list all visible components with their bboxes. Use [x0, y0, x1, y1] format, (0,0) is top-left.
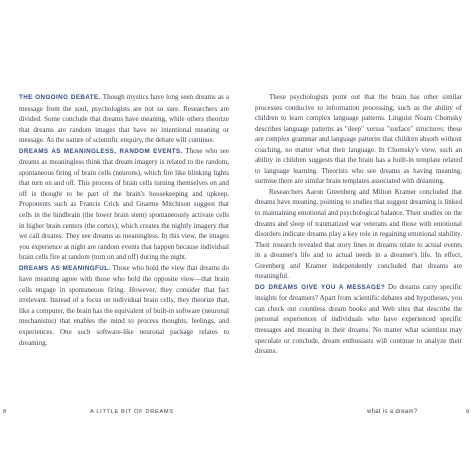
paragraph-body: Those who see dreams as meaningless think that dream imagery is related to the random, spontaneous firing of brain cells (neurons), which fire like blinking lights that turn on and off. This process of brain cells turning themselves on and off is thought to be part of the brain's housekeeping and upkeep. Proponents such as Francis Crick and Graeme Mitchison suggest that cells in the hindbrain (the lower brain stem) spontaneously activate cells in higher brain centers (the cortex), which creates the nightly imagery that we call dreams. They see dreams as meaningless. In this view, the images you experience at night are random events that happen because individual brain cells fire at random (turn on and off) during the night.	[19, 146, 230, 262]
paragraph-ongoing-debate	[19, 92, 229, 146]
paragraph-body: These psychologists point out that the brain has other similar processes conducive to information processing, such as the ability of children to learn complex language patterns. Linguist Noam Chomsky describes language patterns as "deep" versus "surface" structures; these are complex grammar and language patterns that children absorb without coaching, no matter what their language. In Chomsky's view, such an ability in children suggests that the brain has a built-in template related to language learning. Theorists who see dreams as having meaning, surmise there are similar brain templates associated with dreaming.	[255, 93, 462, 186]
paragraph-body: Those who hold the view that dreams do have meaning agree with those who hold the opposite view—that brain cells engage in spontaneous firing. However, they consider that fact irrelevant. Instead of a focus on individual brain cells, they theorize that, like a computer, the brain has the equivalent of built-in software (neuronal mechanisms) that enables the mind to process thoughts, feelings, and experiences. One such software-like neuronal package relates to dreaming.	[19, 263, 229, 347]
section-heading: THE ONGOING DEBATE.	[19, 94, 101, 101]
page-number: 8	[3, 409, 7, 415]
section-heading: DREAMS AS MEANINGFUL.	[19, 264, 111, 272]
running-head: what is a dream?	[367, 409, 418, 415]
section-heading: DO DREAMS GIVE YOU A MESSAGE?	[255, 283, 386, 291]
right-page	[238, 0, 476, 476]
paragraph-meaningful	[19, 263, 229, 348]
paragraph-dream-message	[255, 282, 462, 357]
right-text-block	[255, 92, 462, 357]
paragraph-chomsky	[255, 92, 462, 187]
paragraph-greenberg-kramer	[255, 187, 462, 282]
left-text-block	[19, 92, 229, 348]
paragraph-body: Do dreams carry specific insights for dreamers? Apart from scientific debates and hypotheses, you can check out countless dream books and Web sites that describe the personal experiences of individuals who have experienced specific messages and meaning in their dreams. No matter what scientists may speculate or conclude, dream enthusiasts will continue to analyze their dreams.	[255, 282, 462, 356]
page-number: 9	[466, 409, 470, 415]
running-head: A LITTLE BIT OF DREAMS	[90, 409, 174, 415]
paragraph-meaningless-events	[19, 146, 229, 263]
paragraph-body: Researchers Aaron Greenberg and Milton Kramer concluded that dreams have meaning, pointing to studies that suggest dreaming is linked to maintaining emotional and psychological balance. Their studies on the dreams and sleep of traumatized war veterans and those with emotional disorders indicate dreams play a key role in regaining emotional stability. Their research revealed that story lines in dreams relate to actual events in a dreamer's life and to actual needs in a dreamer's life. In effect, Greenberg and Kramer independently concluded that dreams are meaningful.	[255, 187, 462, 281]
paragraph-body: Though mystics have long seen dreams as a message from the soul, psychologists are not so sure. Researchers are divided. Some conclude that dreams have meaning, while others theorize that dreams are random images that have no intentional meaning or message. As the nature of scientific enquiry, the debate will continue.	[19, 93, 229, 145]
section-heading: DREAMS AS MEANINGLESS, RANDOM EVENTS.	[19, 147, 183, 155]
